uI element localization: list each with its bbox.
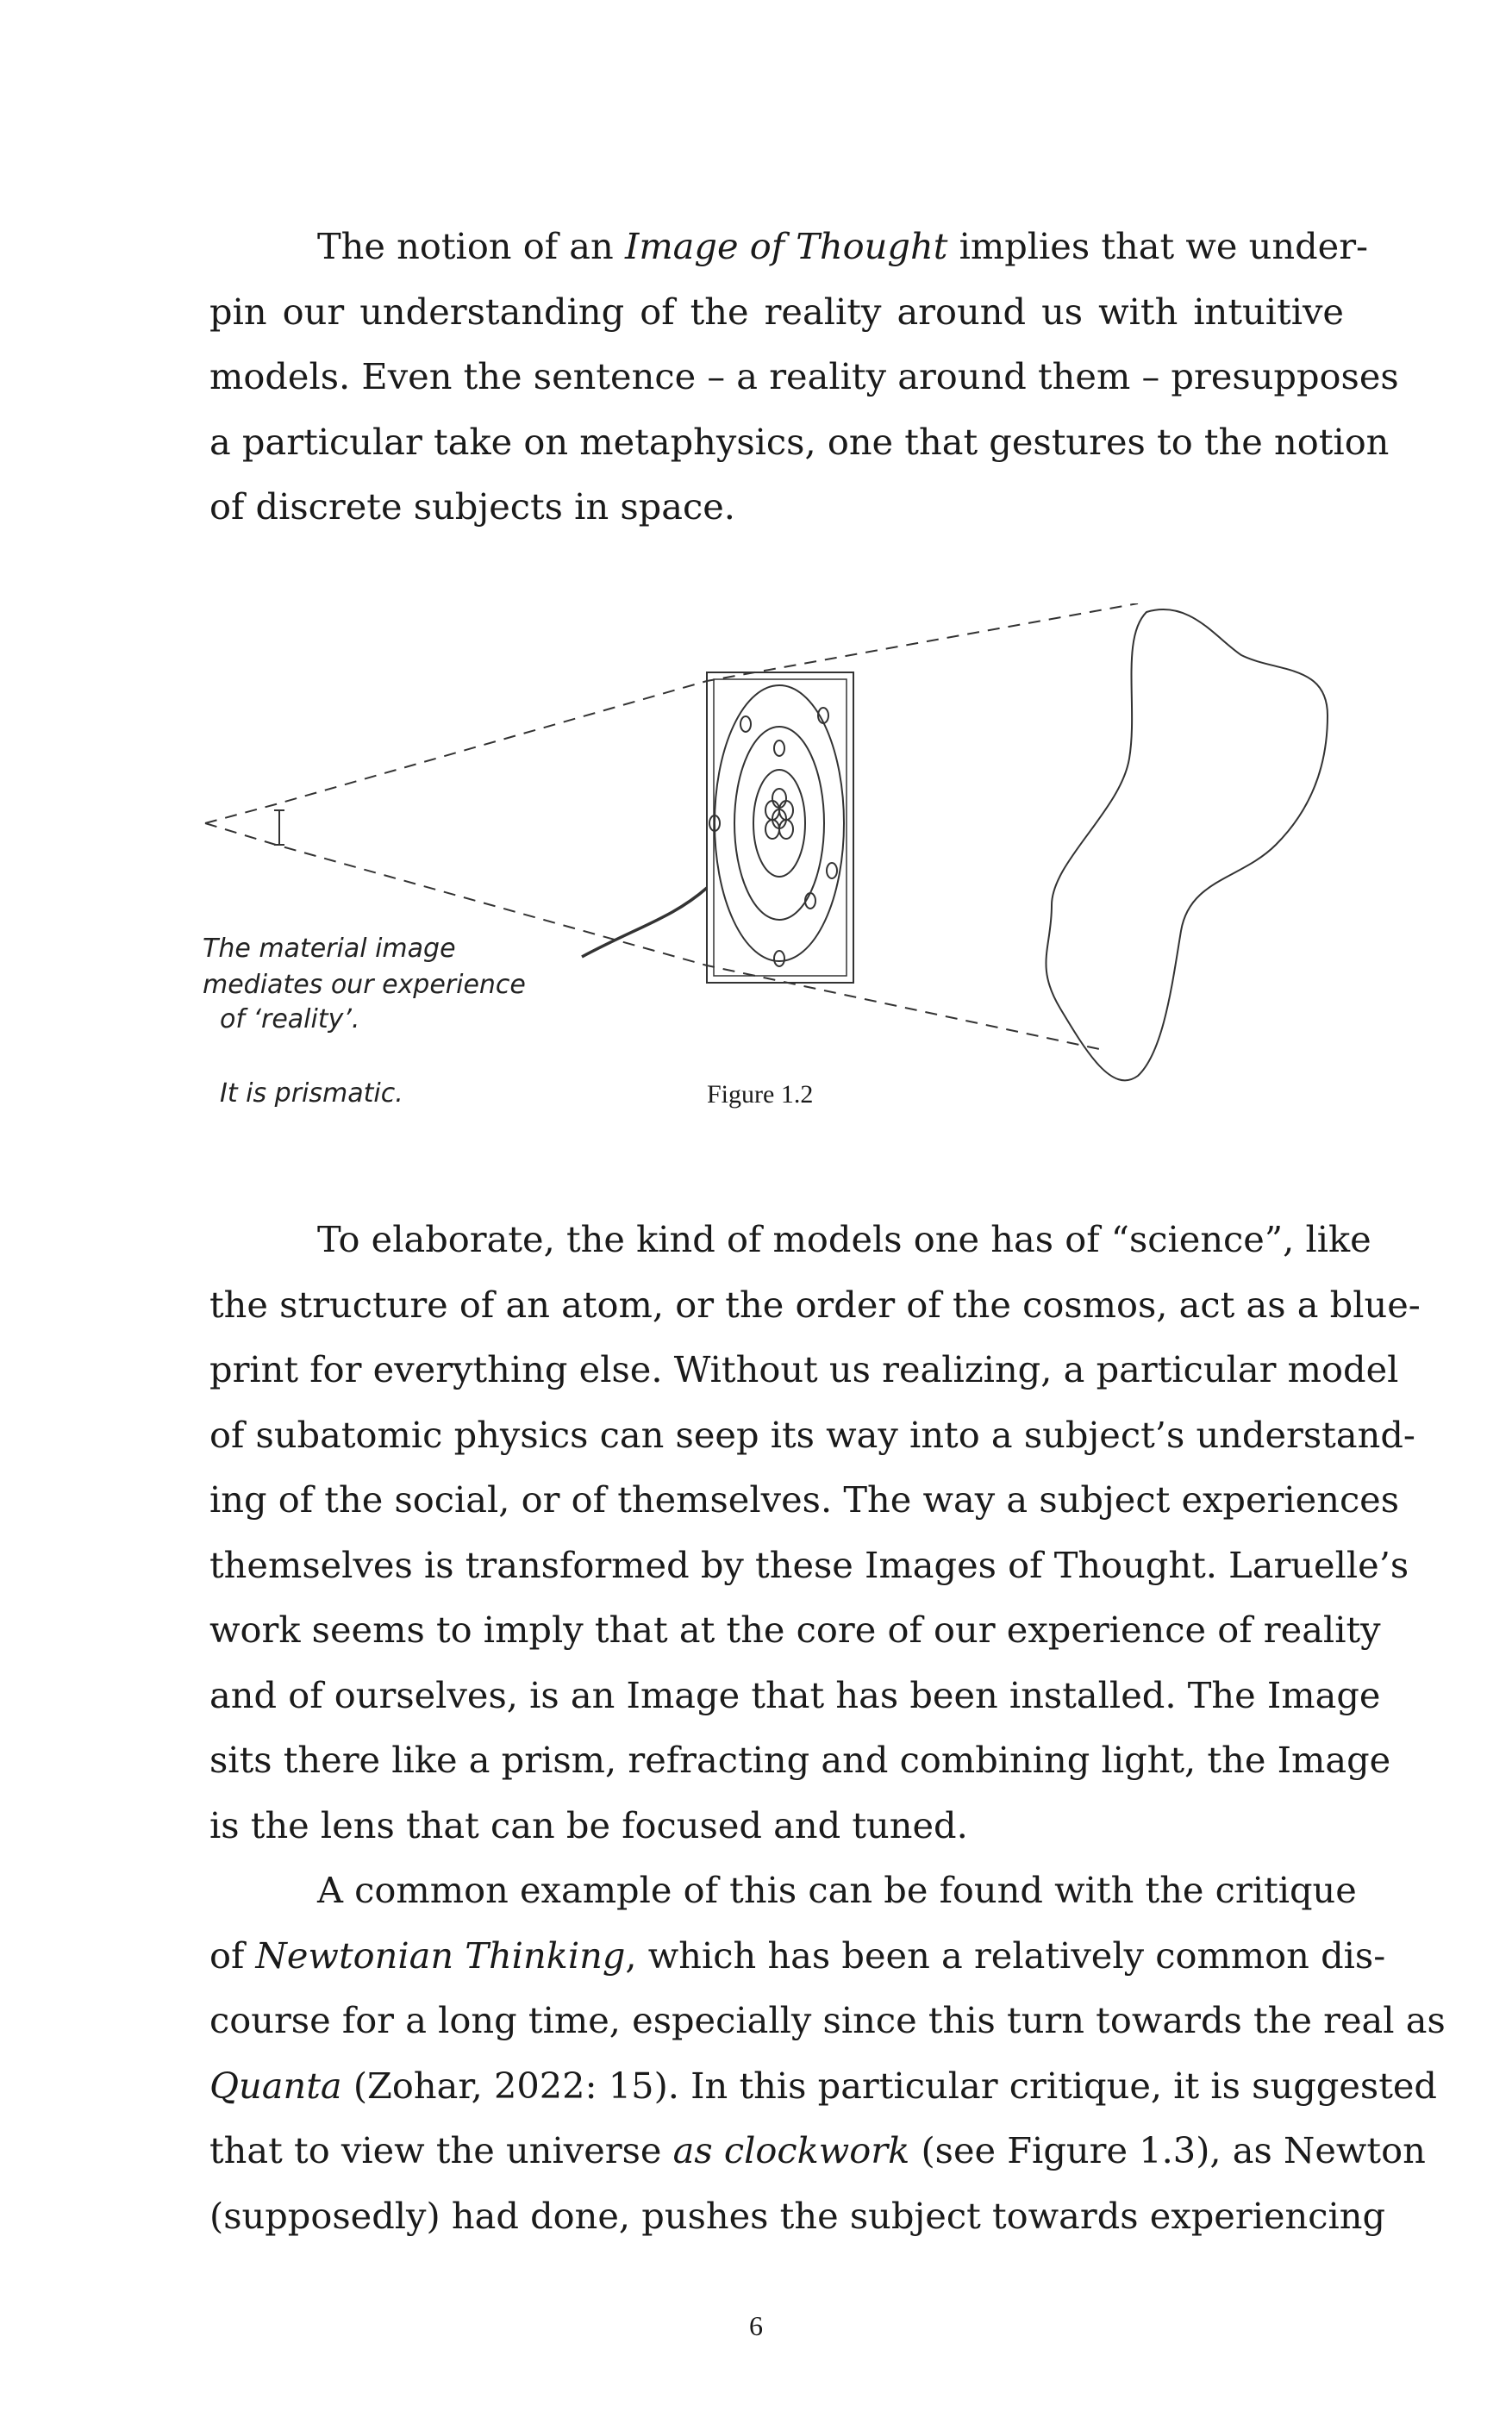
text-line: a particular take on metaphysics, one that gestures to the notion	[209, 420, 1390, 463]
paragraph-image-of-thought	[209, 214, 1399, 540]
prism-diagram	[190, 603, 1345, 1138]
handwriting-line: of ‘reality’.	[220, 1004, 360, 1034]
text-line: of Newtonian Thinking, which has been a relatively common dis-	[209, 1934, 1386, 1977]
reality-blob	[1046, 609, 1328, 1080]
text-line: the structure of an atom, or the order of the cosmos, act as a blue-	[209, 1283, 1421, 1326]
text-line: print for everything else. Without us realizing, a particular model	[209, 1348, 1399, 1390]
electron	[740, 716, 751, 732]
text-line: and of ourselves, is an Image that has been installed. The Image	[209, 1673, 1381, 1716]
text-line: work seems to imply that at the core of our experience of reality	[209, 1609, 1381, 1651]
text-line: is the lens that can be focused and tuned.	[209, 1803, 968, 1846]
text-line: The notion of an Image of Thought implies that we under-	[317, 225, 1369, 267]
handwriting-line: The material image	[203, 934, 456, 964]
text-line: of subatomic physics can seep its way into a subject’s understand-	[209, 1413, 1415, 1456]
text-line: A common example of this can be found with the critique	[317, 1869, 1357, 1911]
text-line: themselves is transformed by these Images of Thought. Laruelle’s	[209, 1543, 1409, 1586]
pointer-line	[582, 888, 707, 957]
nucleus-particle	[772, 789, 786, 808]
text-line: ing of the social, or of themselves. The way a subject experiences	[209, 1478, 1400, 1521]
electron	[774, 740, 784, 756]
text-line: models. Even the sentence – a reality around them – presupposes	[209, 355, 1399, 397]
figure-caption: Figure 1.2	[707, 1080, 814, 1109]
electron	[827, 863, 837, 878]
inner-orbit	[753, 770, 805, 877]
text-line: sits there like a prism, refracting and combining light, the Image	[209, 1739, 1391, 1781]
page-number: 6	[749, 2310, 763, 2341]
text-line: of discrete subjects in space.	[209, 485, 735, 528]
text-line: To elaborate, the kind of models one has of “science”, like	[317, 1218, 1371, 1260]
text-line: (supposedly) had done, pushes the subject towards experiencing	[209, 2194, 1386, 2237]
text-line: Quanta (Zohar, 2022: 15). In this particular critique, it is suggested	[209, 2064, 1437, 2107]
handwriting-line: mediates our experience	[203, 970, 526, 1000]
handwriting-line: It is prismatic.	[220, 1078, 403, 1109]
origin-bracket	[274, 810, 284, 845]
upper-projection-line	[205, 603, 1138, 823]
text-line: course for a long time, especially since this turn towards the real as	[209, 1999, 1446, 2041]
paragraph-newtonian	[209, 1858, 1446, 2248]
text-line: pin our understanding of the reality around us with intuitive	[209, 290, 1344, 333]
handwritten-annotation	[203, 934, 526, 1109]
electron	[774, 951, 784, 966]
figure-1-2	[190, 603, 1345, 1138]
text-line: that to view the universe as clockwork (see Figure 1.3), as Newton	[209, 2129, 1426, 2171]
paragraph-elaborate	[209, 1207, 1421, 1858]
